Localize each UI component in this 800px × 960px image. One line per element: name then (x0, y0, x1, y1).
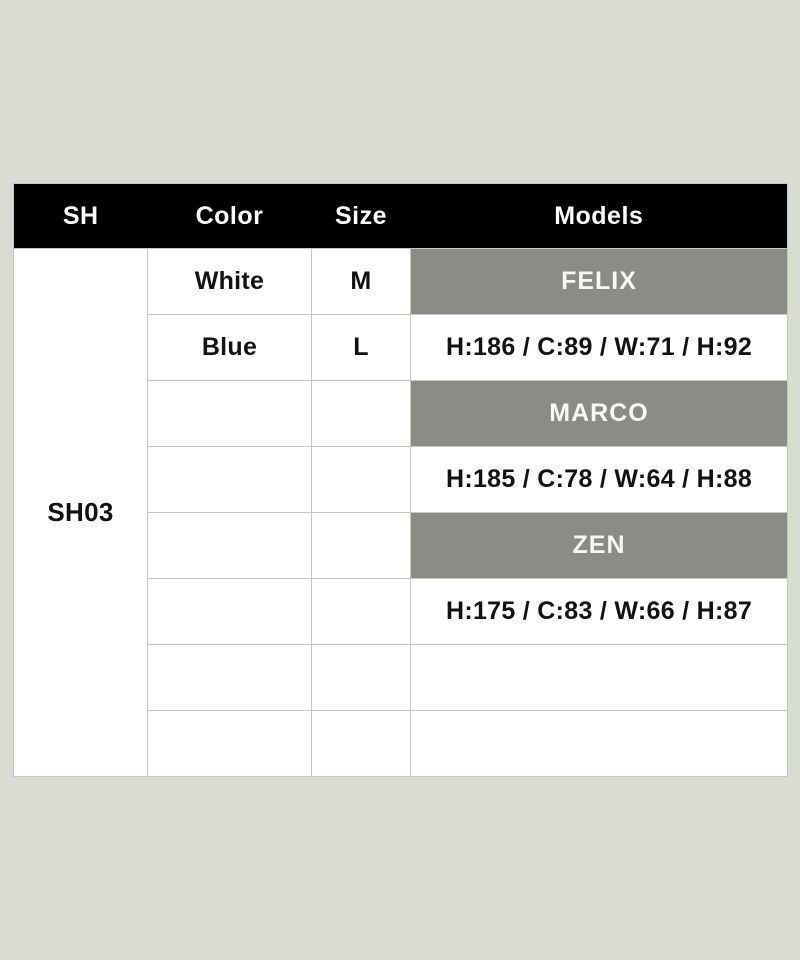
model-empty-cell (411, 645, 788, 711)
size-cell (312, 645, 411, 711)
header-row (14, 184, 788, 249)
size-cell (312, 381, 411, 447)
color-cell (148, 513, 312, 579)
color-cell (148, 381, 312, 447)
color-cell: Blue (148, 315, 312, 381)
size-cell (312, 711, 411, 777)
header-cell-size: Size (312, 184, 411, 249)
size-chart (13, 183, 787, 777)
header-cell-sh: SH (14, 184, 148, 249)
color-cell (148, 447, 312, 513)
model-name-cell: FELIX (411, 249, 788, 315)
size-chart-table (13, 183, 788, 777)
model-empty-cell (411, 711, 788, 777)
color-cell: White (148, 249, 312, 315)
model-name-cell: ZEN (411, 513, 788, 579)
size-cell (312, 513, 411, 579)
size-cell: M (312, 249, 411, 315)
header-cell-models: Models (411, 184, 788, 249)
size-cell (312, 447, 411, 513)
header-cell-color: Color (148, 184, 312, 249)
color-cell (148, 579, 312, 645)
model-name-cell: MARCO (411, 381, 788, 447)
model-measurements-cell: H:186 / C:89 / W:71 / H:92 (411, 315, 788, 381)
size-cell: L (312, 315, 411, 381)
size-cell (312, 579, 411, 645)
table-row (14, 249, 788, 315)
model-measurements-cell: H:175 / C:83 / W:66 / H:87 (411, 579, 788, 645)
product-code-cell: SH03 (14, 249, 148, 777)
color-cell (148, 645, 312, 711)
model-measurements-cell: H:185 / C:78 / W:64 / H:88 (411, 447, 788, 513)
color-cell (148, 711, 312, 777)
